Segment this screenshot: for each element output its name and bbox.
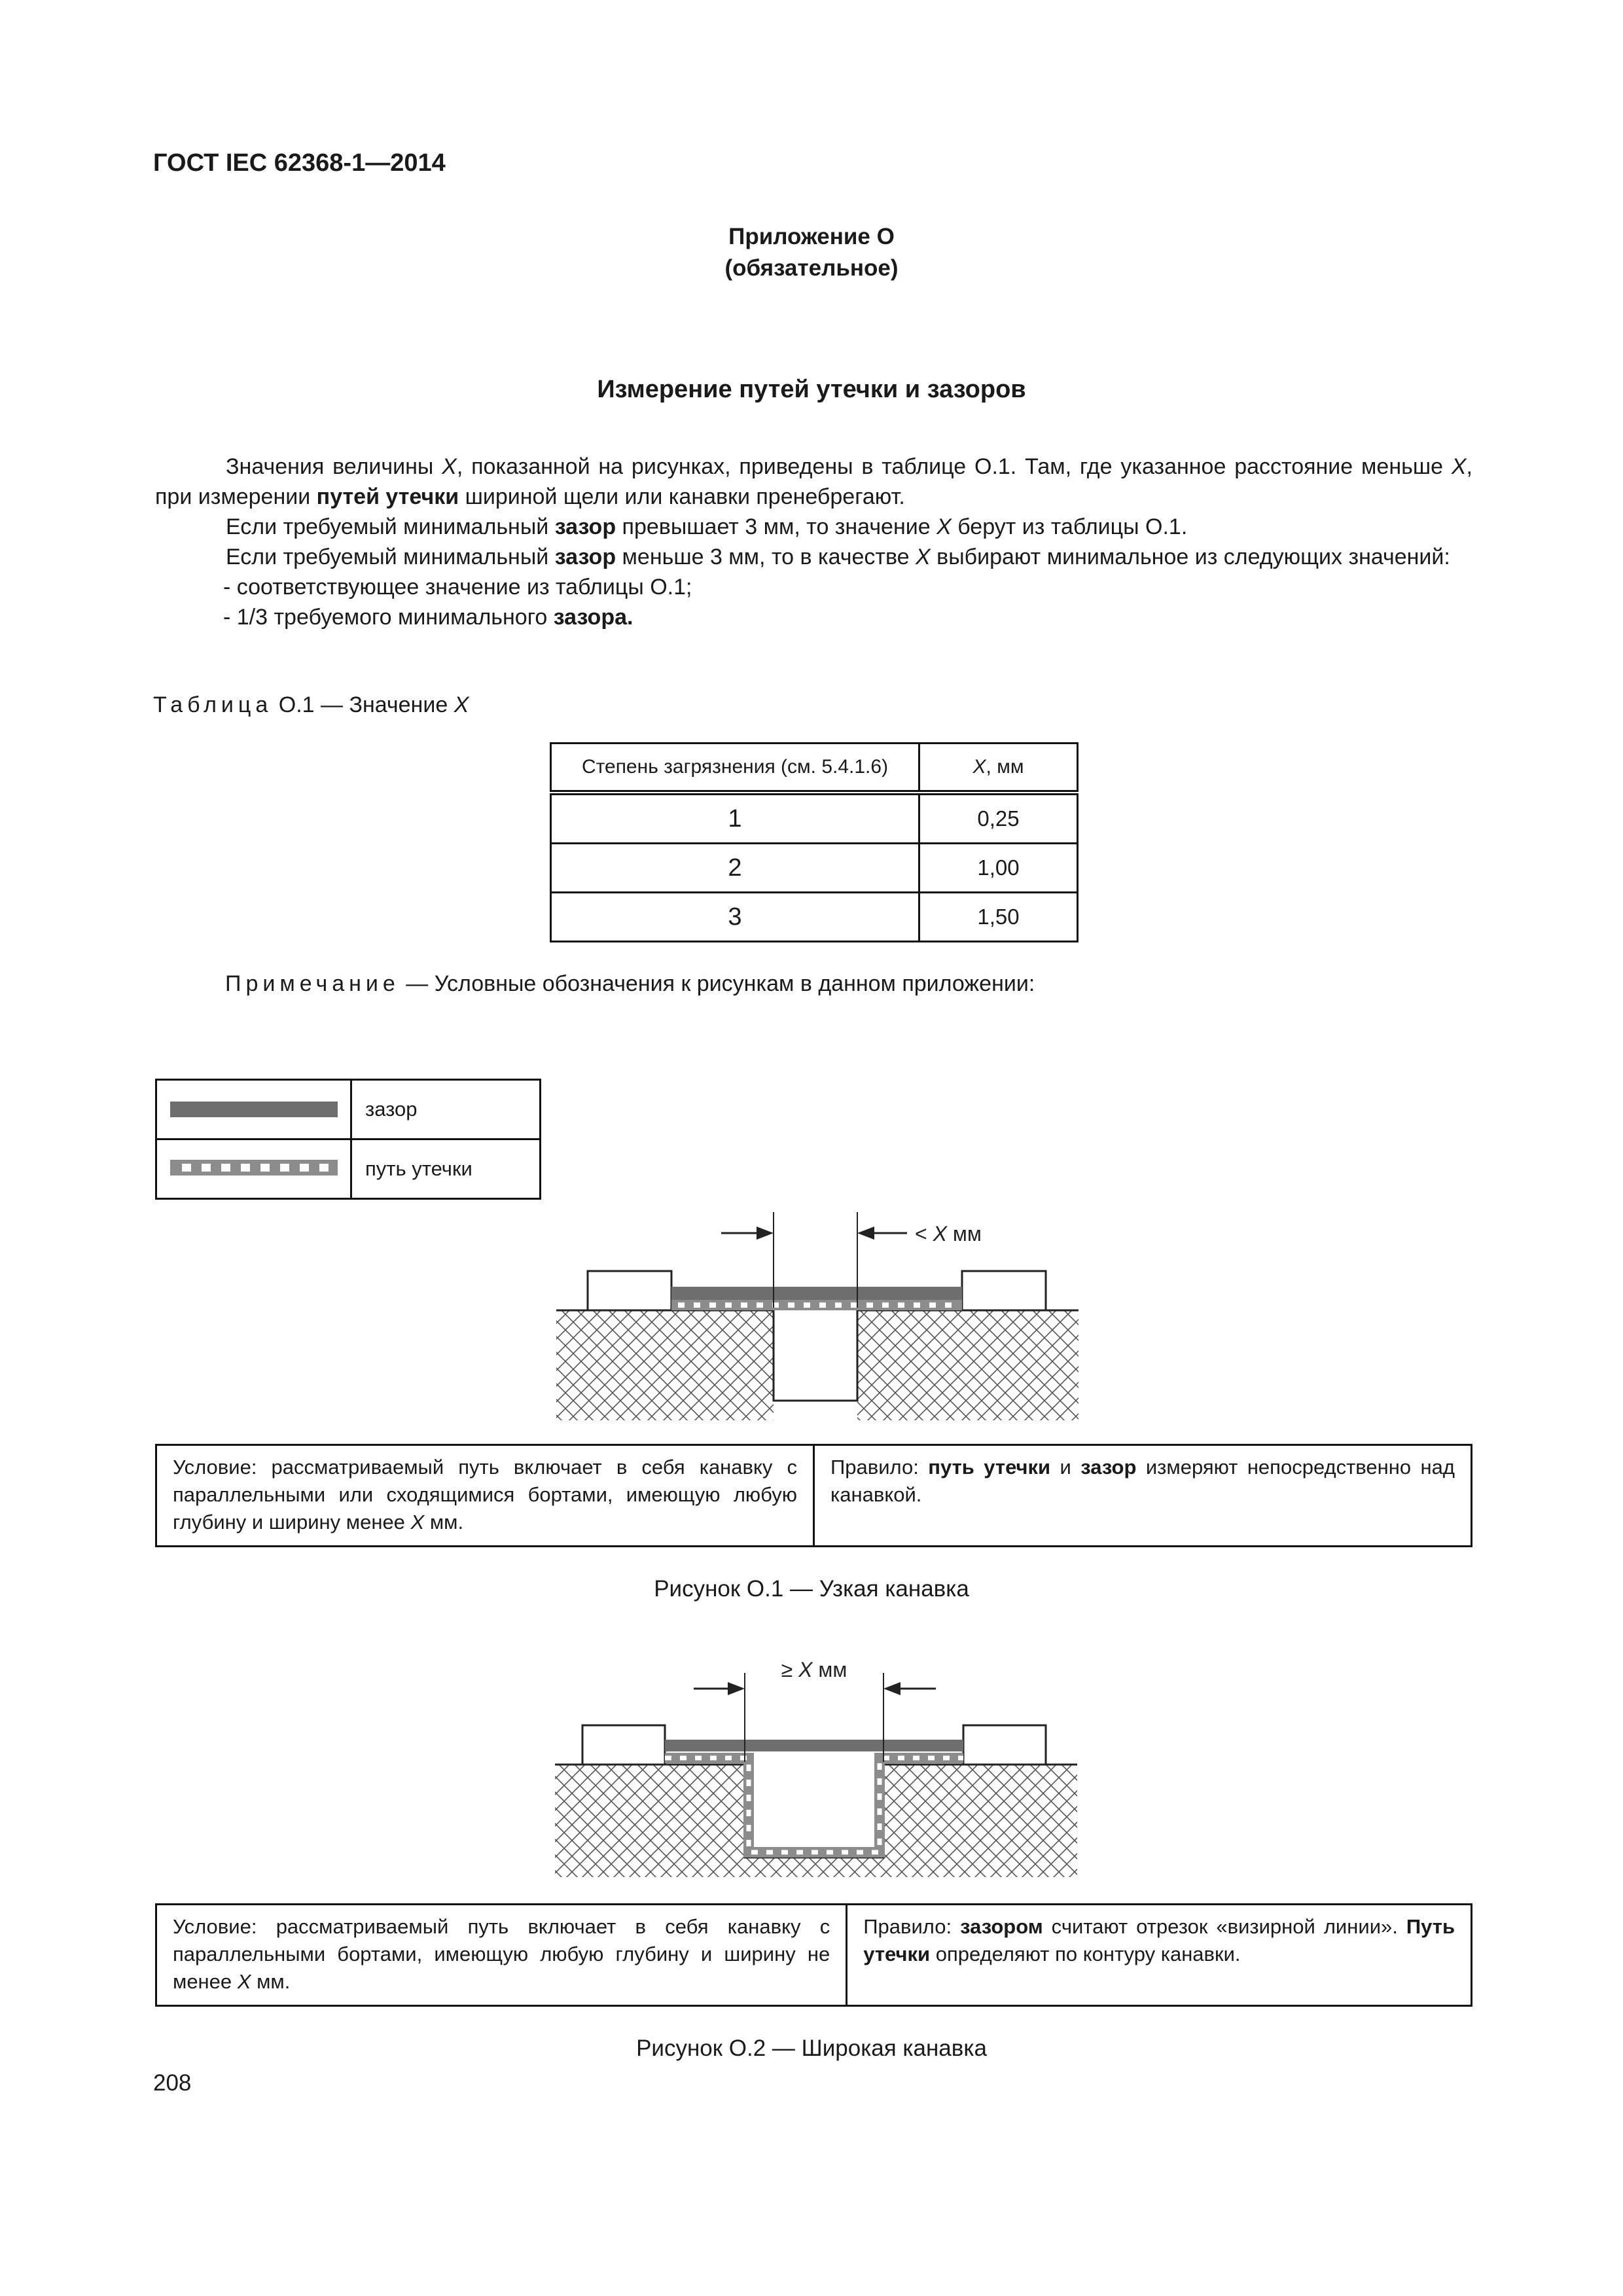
figure2-caption: Рисунок О.2 — Широкая канавка (636, 2036, 987, 2061)
text-run: выбирают минимальное из следующих значений: (930, 545, 1450, 569)
figure1-rule (814, 1445, 1472, 1547)
text-run: - 1/3 требуемого минимального (223, 605, 554, 630)
legend-row-clearance (156, 1080, 541, 1139)
arrow-right-icon (728, 1682, 745, 1695)
figure2-rule (847, 1905, 1472, 2006)
symbol-x: X (454, 692, 469, 717)
header-x-mm (919, 744, 1078, 793)
note-label: Примечание (225, 971, 400, 996)
text-run: меньше 3 мм, то в качестве (616, 545, 916, 569)
right-conductor (962, 1271, 1046, 1310)
note-text: — Условные обозначения к рисункам в данном приложении: (399, 971, 1035, 996)
clearance-swatch-icon (157, 1081, 347, 1133)
table-caption-label: Таблица (153, 692, 273, 717)
term-clearance: зазора. (553, 605, 633, 630)
term-creepage: путь утечки (928, 1456, 1051, 1479)
arrow-left-icon (857, 1227, 874, 1240)
term-clearance: зазор (554, 545, 616, 569)
cell-value: 0,25 (919, 793, 1078, 844)
document-code-header: ГОСТ IEC 62368-1—2014 (153, 149, 446, 177)
dimension-label: < X мм (915, 1222, 982, 1246)
header-pollution-degree: Степень загрязнения (см. 5.4.1.6) (551, 744, 919, 793)
symbol-x: X (1451, 454, 1467, 479)
term-clearance: зазор (1080, 1456, 1137, 1479)
value-x-table (550, 742, 1079, 942)
list-item-2 (155, 602, 1472, 632)
table-row (551, 893, 1078, 942)
header-unit: , мм (986, 756, 1024, 778)
table-row (551, 844, 1078, 893)
symbol-x: X (410, 1511, 425, 1534)
term-clearance: зазором (960, 1915, 1043, 1938)
text-run: Правило: (863, 1915, 961, 1938)
legend-swatch-creepage (156, 1139, 351, 1199)
intro-paragraph-3 (155, 542, 1472, 572)
symbol-x: X (936, 514, 952, 539)
text-run: Значения величины (226, 454, 442, 479)
cell-value: 1,00 (919, 844, 1078, 893)
symbol-x: X (972, 756, 986, 778)
cell-degree: 1 (551, 793, 919, 844)
legend-label-creepage: путь утечки (351, 1139, 541, 1199)
intro-text (155, 452, 1472, 632)
annex-status: (обязательное) (724, 255, 899, 281)
symbol-x: X (916, 545, 931, 569)
note (225, 971, 1035, 997)
annex-title: Приложение О (728, 224, 895, 249)
intro-paragraph-1 (155, 452, 1472, 512)
text-run: определяют по контуру канавки. (930, 1943, 1241, 1965)
symbol-x: X (442, 454, 457, 479)
legend-table (155, 1079, 541, 1200)
figure2-condition-row (156, 1905, 1472, 2006)
figure2-condition (156, 1905, 847, 2006)
text-run: мм. (251, 1970, 291, 1993)
figure1-condition-row (156, 1445, 1472, 1547)
text-run: и (1050, 1456, 1081, 1479)
clearance-path (671, 1287, 962, 1300)
table-row (551, 793, 1078, 844)
legend-row-creepage (156, 1139, 541, 1199)
creepage-swatch-icon (157, 1140, 347, 1193)
text-run: считают отрезок «визирной линии». (1043, 1915, 1406, 1938)
dimension-label: ≥ X мм (781, 1660, 847, 1681)
cell-value: 1,50 (919, 893, 1078, 942)
arrow-left-icon (883, 1682, 901, 1695)
figure-wide-groove (548, 1660, 1085, 1882)
term-creepage: путей утечки (316, 484, 459, 509)
legend-swatch-clearance (156, 1080, 351, 1139)
text-run: мм. (424, 1511, 464, 1534)
cell-degree: 2 (551, 844, 919, 893)
section-title: Измерение путей утечки и зазоров (597, 376, 1026, 403)
term-clearance: зазор (554, 514, 616, 539)
term-creepage: Путь утечки (863, 1915, 1455, 1965)
left-conductor (588, 1271, 671, 1310)
table-header-row (551, 744, 1078, 793)
figure-narrow-groove (550, 1204, 1086, 1427)
text-run: Условие: рассматриваемый путь включает в себя канавку с параллельными или сходящимися бортами, имеющую любую глубину и ширину менее (173, 1456, 797, 1534)
right-conductor (963, 1725, 1046, 1765)
text-run: измеряют непосредственно над канавкой. (830, 1456, 1455, 1506)
figure1-condition-table (155, 1444, 1472, 1547)
text-run: Если требуемый минимальный (226, 514, 555, 539)
figure1-caption: Рисунок О.1 — Узкая канавка (654, 1576, 969, 1602)
figure1-condition (156, 1445, 814, 1547)
left-conductor (582, 1725, 665, 1765)
arrow-right-icon (757, 1227, 774, 1240)
symbol-x: X (237, 1970, 251, 1993)
text-run: , показанной на рисунках, приведены в таблице О.1. Там, где указанное расстояние меньше (456, 454, 1452, 479)
figure2-condition-table (155, 1903, 1472, 2007)
text-run: Условие: рассматриваемый путь включает в себя канавку с параллельными бортами, имеющую любую глубину и ширину не менее (173, 1915, 830, 1993)
intro-paragraph-2 (155, 512, 1472, 542)
clearance-path (665, 1740, 963, 1751)
groove (745, 1762, 883, 1857)
text-run: Правило: (830, 1456, 929, 1479)
table-caption (153, 692, 469, 718)
text-run: берут из таблицы О.1. (951, 514, 1188, 539)
table-caption-text: О.1 — Значение (272, 692, 454, 717)
text-run: , при измерении (155, 454, 1472, 509)
list-item-1: - соответствующее значение из таблицы О.1; (223, 575, 692, 600)
legend-label-clearance: зазор (351, 1080, 541, 1139)
text-run: Если требуемый минимальный (226, 545, 555, 569)
groove (774, 1308, 857, 1424)
page-number: 208 (153, 2070, 192, 2096)
text-run: превышает 3 мм, то значение (616, 514, 937, 539)
cell-degree: 3 (551, 893, 919, 942)
text-run: шириной щели или канавки пренебрегают. (459, 484, 905, 509)
